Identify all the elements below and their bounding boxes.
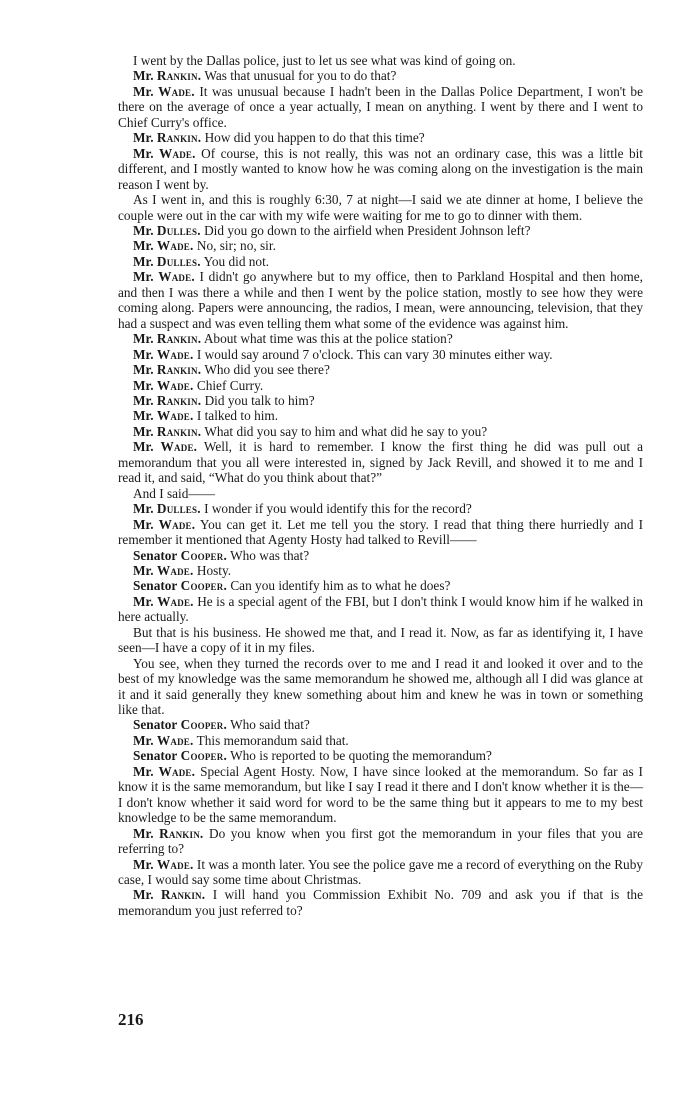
speaker-title: Mr. xyxy=(133,408,154,424)
speaker-name: Wade. xyxy=(157,593,194,609)
speaker-name: Rankin. xyxy=(156,392,202,408)
speaker-title: Mr. xyxy=(133,222,154,238)
speaker-name: Wade. xyxy=(156,408,194,424)
speaker-paragraph xyxy=(118,146,643,192)
speaker-name: Wade. xyxy=(159,145,196,161)
speaker-paragraph xyxy=(118,238,643,253)
paragraph-text: Was that unusual for you to do that? xyxy=(204,68,397,84)
paragraph-text: Can you identify him as to what he does? xyxy=(230,578,451,594)
speaker-title: Mr. xyxy=(133,887,154,903)
speaker-name: Wade. xyxy=(156,346,194,362)
paragraph-text: Who is reported to be quoting the memorandum? xyxy=(230,748,492,764)
paragraph-text: I talked to him. xyxy=(196,408,279,424)
speaker-title: Mr. xyxy=(133,130,154,146)
speaker-name: Cooper. xyxy=(180,578,227,594)
paragraph-text: Did you talk to him? xyxy=(204,392,315,408)
paragraph-text: How did you happen to do that this time? xyxy=(204,130,425,146)
speaker-name: Wade. xyxy=(156,562,194,578)
speaker-name: Wade. xyxy=(156,856,194,872)
speaker-name: Rankin. xyxy=(156,68,202,84)
speaker-title: Senator xyxy=(133,578,178,594)
speaker-title: Mr. xyxy=(133,145,154,161)
speaker-paragraph xyxy=(118,717,643,732)
speaker-title: Mr. xyxy=(133,392,154,408)
paragraph-text: I didn't go anywhere but to my office, then to Parkland Hospital and then home, and then I was there a while and then I went by the police station, mostly to see how they were coming along. Papers were announcing, the radios, I mean, were announcing, television, that they had a suspect and was even telling them what some of the evidence was against him. xyxy=(118,269,643,331)
speaker-name: Rankin. xyxy=(160,887,206,903)
speaker-title: Mr. xyxy=(133,516,154,532)
speaker-paragraph xyxy=(118,378,643,393)
speaker-paragraph xyxy=(118,733,643,748)
speaker-name: Wade. xyxy=(158,83,195,99)
speaker-paragraph xyxy=(118,68,643,83)
speaker-paragraph xyxy=(118,84,643,130)
paragraph-text: Special Agent Hosty. Now, I have since looked at the memorandum. So far as I know it is the same memorandum, but like I say I read it there and I don't know whether it is the—I don't know whether it said word for word to be the same thing but it appears to me to my best knowledge to be the same memorandum. xyxy=(118,763,643,826)
speaker-paragraph xyxy=(118,331,643,346)
paragraph-text: No, sir; no, sir. xyxy=(196,238,276,254)
speaker-paragraph xyxy=(118,563,643,578)
speaker-paragraph xyxy=(118,269,643,331)
speaker-title: Mr. xyxy=(133,377,154,393)
paragraph-text: It was unusual because I hadn't been in the Dallas Police Department, I won't be there on the average of once a year actually, I mean on anything. I went by there and I went to Chief Curry's office. xyxy=(118,83,643,130)
speaker-paragraph xyxy=(118,517,643,548)
speaker-title: Mr. xyxy=(133,856,154,872)
speaker-paragraph xyxy=(118,347,643,362)
speaker-title: Mr. xyxy=(133,68,154,84)
page-number: 216 xyxy=(118,1010,144,1029)
paragraph-text: As I went in, and this is roughly 6:30, 7 at night—I said we ate dinner at home, I believe the couple were out in the car with my wife were waiting for me to go to dinner with them. xyxy=(118,192,643,223)
paragraph-text: I wonder if you would identify this for the record? xyxy=(204,501,472,517)
paragraph-text: And I said—— xyxy=(133,485,215,501)
speaker-name: Cooper. xyxy=(180,748,227,764)
continuation-paragraph xyxy=(118,656,643,718)
speaker-title: Mr. xyxy=(133,362,154,378)
speaker-title: Mr. xyxy=(133,269,154,285)
speaker-title: Senator xyxy=(133,547,178,563)
speaker-name: Wade. xyxy=(156,732,194,748)
speaker-name: Rankin. xyxy=(156,331,202,347)
testimony-body xyxy=(118,53,643,918)
speaker-paragraph xyxy=(118,578,643,593)
paragraph-text: Who was that? xyxy=(230,547,310,563)
speaker-paragraph xyxy=(118,748,643,763)
paragraph-text: You see, when they turned the records over to me and I read it and looked it over and to the best of my knowledge was the same memorandum he showed me, although all I did was glance at it and it said generally they knew something about him and knew he was in town or something like that. xyxy=(118,655,643,718)
paragraph-text: It was a month later. You see the police gave me a record of everything on the Ruby case, I would say some time about Christmas. xyxy=(118,856,644,888)
speaker-title: Senator xyxy=(133,717,178,733)
speaker-paragraph xyxy=(118,857,643,888)
paragraph-text: This memorandum said that. xyxy=(196,732,349,748)
continuation-paragraph xyxy=(118,486,643,501)
speaker-title: Mr. xyxy=(133,423,154,439)
speaker-paragraph xyxy=(118,501,643,516)
speaker-name: Rankin. xyxy=(159,825,204,841)
speaker-paragraph xyxy=(118,130,643,145)
speaker-title: Mr. xyxy=(133,763,154,779)
continuation-paragraph xyxy=(118,53,643,68)
speaker-paragraph xyxy=(118,424,643,439)
speaker-name: Dulles. xyxy=(156,253,201,269)
speaker-name: Wade. xyxy=(156,377,194,393)
paragraph-text: Did you go down to the airfield when President Johnson left? xyxy=(204,222,531,238)
speaker-title: Mr. xyxy=(133,825,154,841)
speaker-paragraph xyxy=(118,439,643,485)
paragraph-text: I went by the Dallas police, just to let us see what was kind of going on. xyxy=(133,53,516,68)
continuation-paragraph xyxy=(118,192,643,223)
paragraph-text: Who said that? xyxy=(230,717,310,733)
speaker-title: Mr. xyxy=(133,346,154,362)
speaker-title: Mr. xyxy=(133,732,154,748)
speaker-title: Mr. xyxy=(133,593,154,609)
paragraph-text: Who did you see there? xyxy=(204,362,330,378)
speaker-title: Mr. xyxy=(133,439,154,455)
paragraph-text: But that is his business. He showed me that, and I read it. Now, as far as identifying it, I have seen—I have a copy of it in my files. xyxy=(118,624,643,656)
speaker-name: Dulles. xyxy=(156,501,201,517)
paragraph-text: Well, it is hard to remember. I know the first thing he did was pull out a memorandum that you all were interested in, signed by Jack Revill, and showed it to me and I read it, and said, “What do you think about that?” xyxy=(118,439,643,486)
speaker-paragraph xyxy=(118,764,643,826)
speaker-title: Mr. xyxy=(133,501,154,517)
speaker-title: Mr. xyxy=(133,562,154,578)
speaker-title: Mr. xyxy=(133,238,154,254)
speaker-name: Rankin. xyxy=(156,423,202,439)
speaker-name: Dulles. xyxy=(156,222,201,238)
paragraph-text: What did you say to him and what did he say to you? xyxy=(204,423,488,439)
speaker-title: Mr. xyxy=(133,83,154,99)
continuation-paragraph xyxy=(118,625,643,656)
speaker-title: Mr. xyxy=(133,253,154,269)
speaker-name: Cooper. xyxy=(180,547,227,563)
speaker-name: Wade. xyxy=(158,516,196,532)
speaker-title: Mr. xyxy=(133,331,154,347)
speaker-paragraph xyxy=(118,408,643,423)
paragraph-text: You can get it. Let me tell you the story. I read that thing there hurriedly and I remember it mentioned that Agenty Hosty had talked to Revill—— xyxy=(118,516,643,548)
speaker-name: Rankin. xyxy=(156,362,202,378)
paragraph-text: He is a special agent of the FBI, but I don't think I would know him if he walked in here actually. xyxy=(118,593,643,625)
paragraph-text: Hosty. xyxy=(196,562,232,578)
paragraph-text: Of course, this is not really, this was not an ordinary case, this was a little bit different, and I mostly wanted to know how he was coming along on the investigation is the main reason I went by. xyxy=(118,145,643,192)
speaker-paragraph xyxy=(118,393,643,408)
speaker-title: Senator xyxy=(133,748,178,764)
speaker-name: Wade. xyxy=(158,763,196,779)
speaker-paragraph xyxy=(118,223,643,238)
paragraph-text: I would say around 7 o'clock. This can vary 30 minutes either way. xyxy=(196,346,553,362)
speaker-paragraph xyxy=(118,826,643,857)
paragraph-text: About what time was this at the police station? xyxy=(203,331,453,347)
speaker-paragraph xyxy=(118,548,643,563)
speaker-name: Wade. xyxy=(158,269,195,285)
paragraph-text: Do you know when you first got the memorandum in your files that you are referring to? xyxy=(118,825,644,857)
speaker-paragraph xyxy=(118,887,643,918)
paragraph-text: You did not. xyxy=(203,253,270,269)
speaker-name: Cooper. xyxy=(180,717,227,733)
speaker-name: Wade. xyxy=(160,439,198,455)
speaker-paragraph xyxy=(118,254,643,269)
paragraph-text: I will hand you Commission Exhibit No. 709 and ask you if that is the memorandum you just referred to? xyxy=(118,887,643,918)
speaker-name: Wade. xyxy=(156,238,194,254)
speaker-paragraph xyxy=(118,594,643,625)
speaker-paragraph xyxy=(118,362,643,377)
speaker-name: Rankin. xyxy=(156,130,202,146)
paragraph-text: Chief Curry. xyxy=(196,377,264,393)
